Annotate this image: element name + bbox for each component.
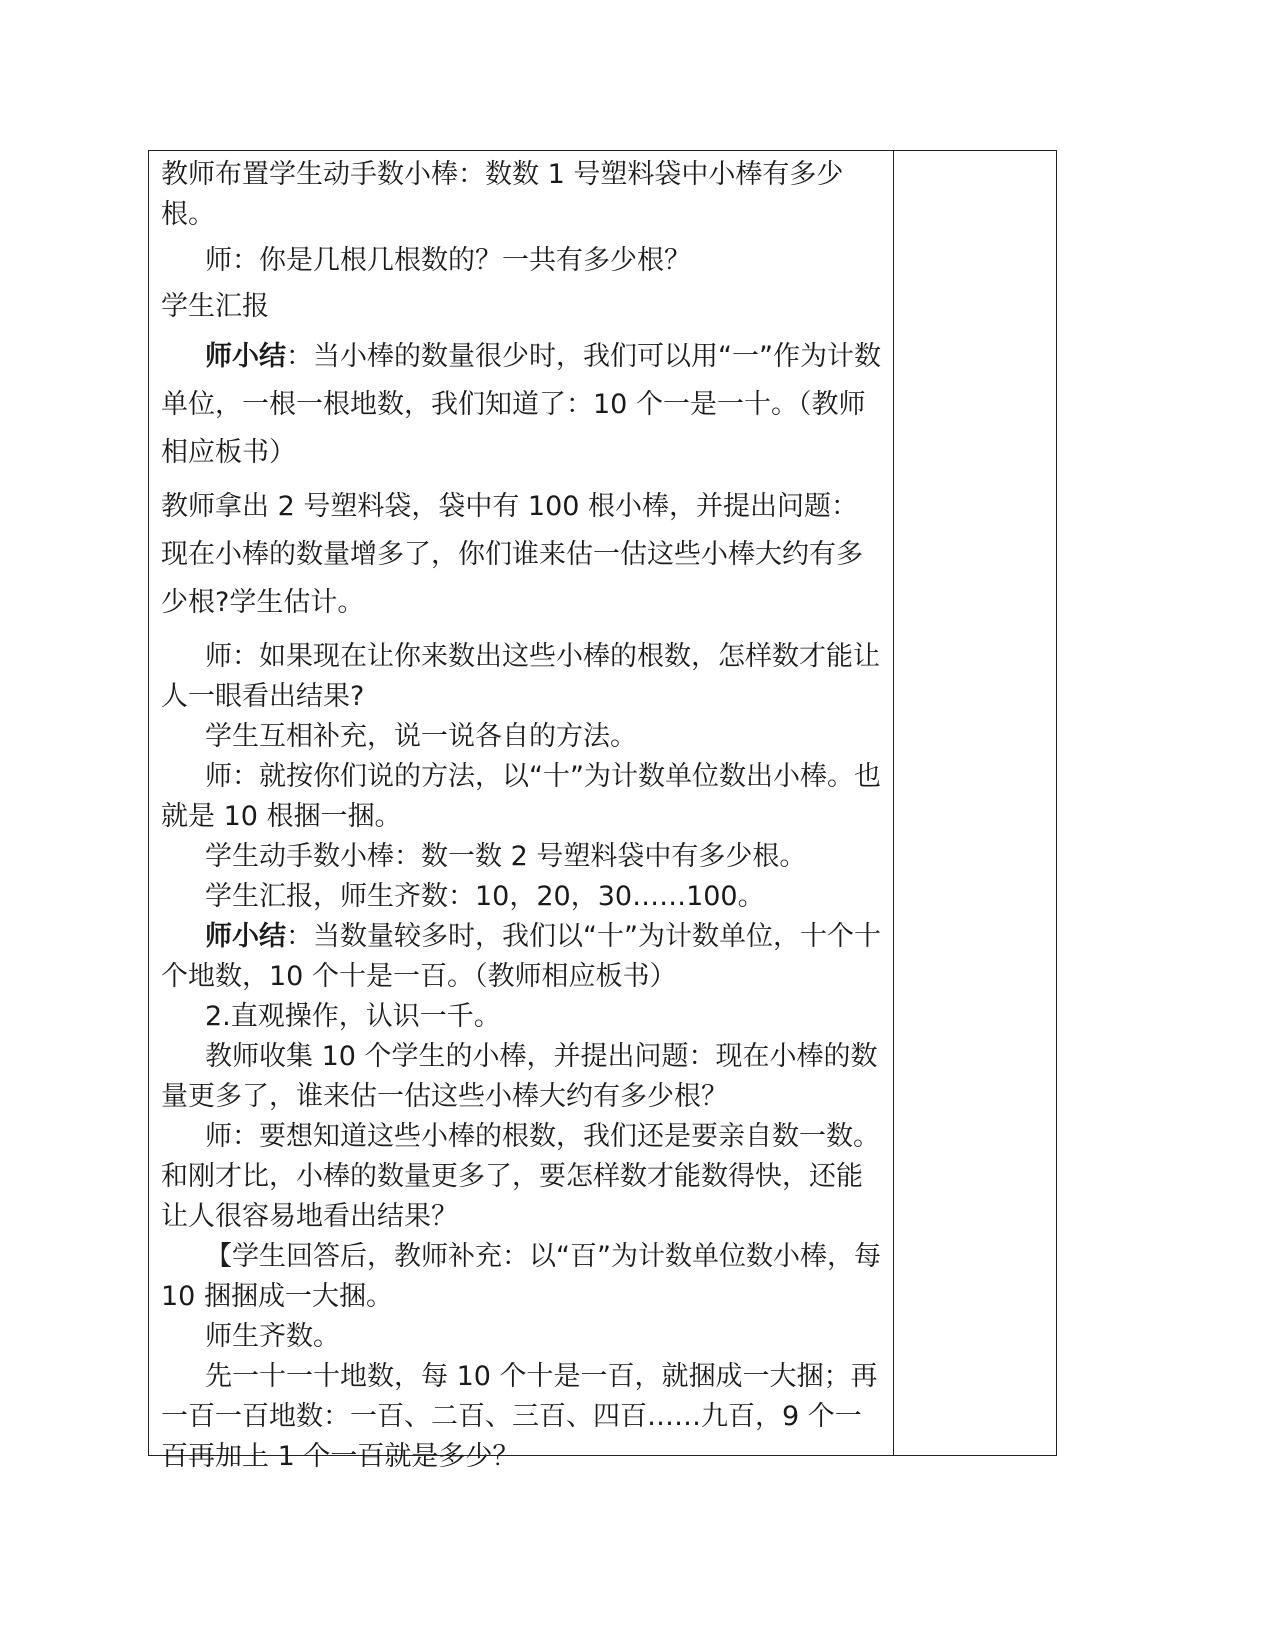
summary-label: 师小结 [205, 341, 286, 372]
paragraph-12: 2.直观操作，认识一千。 [205, 1001, 501, 1032]
paragraph-4 [161, 333, 883, 477]
paragraph-2: 师：你是几根几根数的？一共有多少根？ [205, 245, 691, 276]
paragraph-13: 教师收集 10 个学生的小棒，并提出问题：现在小棒的数量更多了，谁来估一估这些小棒大约有多少根？ [161, 1041, 878, 1112]
notes-cell [894, 151, 1056, 1455]
summary-text: ：当数量较多时，我们以“十”为计数单位，十个十个地数，10 个十是一百。（教师相应板书） [161, 921, 881, 992]
summary-label: 师小结 [205, 921, 286, 952]
paragraph-11 [161, 917, 883, 997]
lesson-table [148, 150, 1057, 1472]
paragraph-16: 师生齐数。 [205, 1321, 340, 1352]
paragraph-7: 学生互相补充，说一说各自的方法。 [205, 721, 637, 752]
summary-text: ：当小棒的数量很少时，我们可以用“一”作为计数单位，一根一根地数，我们知道了：10 个一是一十。（教师相应板书） [161, 341, 881, 468]
paragraph-15: 【学生回答后，教师补充：以“百”为计数单位数小棒，每 10 捆捆成一大捆。 [161, 1241, 881, 1312]
lesson-content-cell [149, 151, 894, 1472]
paragraph-17: 先一十一十地数，每 10 个十是一百，就捆成一大捆；再一百一百地数：一百、二百、三百、四百……九百，9 个一百再加上 1 个一百就是多少？ [161, 1361, 878, 1472]
paragraph-10: 学生汇报，师生齐数：10，20，30……100。 [205, 881, 765, 912]
paragraph-9: 学生动手数小棒：数一数 2 号塑料袋中有多少根。 [205, 841, 807, 872]
paragraph-3: 学生汇报 [161, 291, 269, 322]
paragraph-14: 师：要想知道这些小棒的根数，我们还是要亲自数一数。和刚才比，小棒的数量更多了，要怎样数才能数得快，还能让人很容易地看出结果？ [161, 1121, 880, 1232]
paragraph-8: 师：就按你们说的方法，以“十”为计数单位数出小棒。也就是 10 根捆一捆。 [161, 761, 881, 832]
paragraph-6: 师：如果现在让你来数出这些小棒的根数，怎样数才能让人一眼看出结果? [161, 641, 880, 712]
paragraph-1: 教师布置学生动手数小棒：数数 1 号塑料袋中小棒有多少根。 [161, 159, 844, 230]
paragraph-5: 教师拿出 2 号塑料袋，袋中有 100 根小棒，并提出问题：现在小棒的数量增多了，你们谁来估一估这些小棒大约有多少根?学生估计。 [161, 491, 863, 618]
